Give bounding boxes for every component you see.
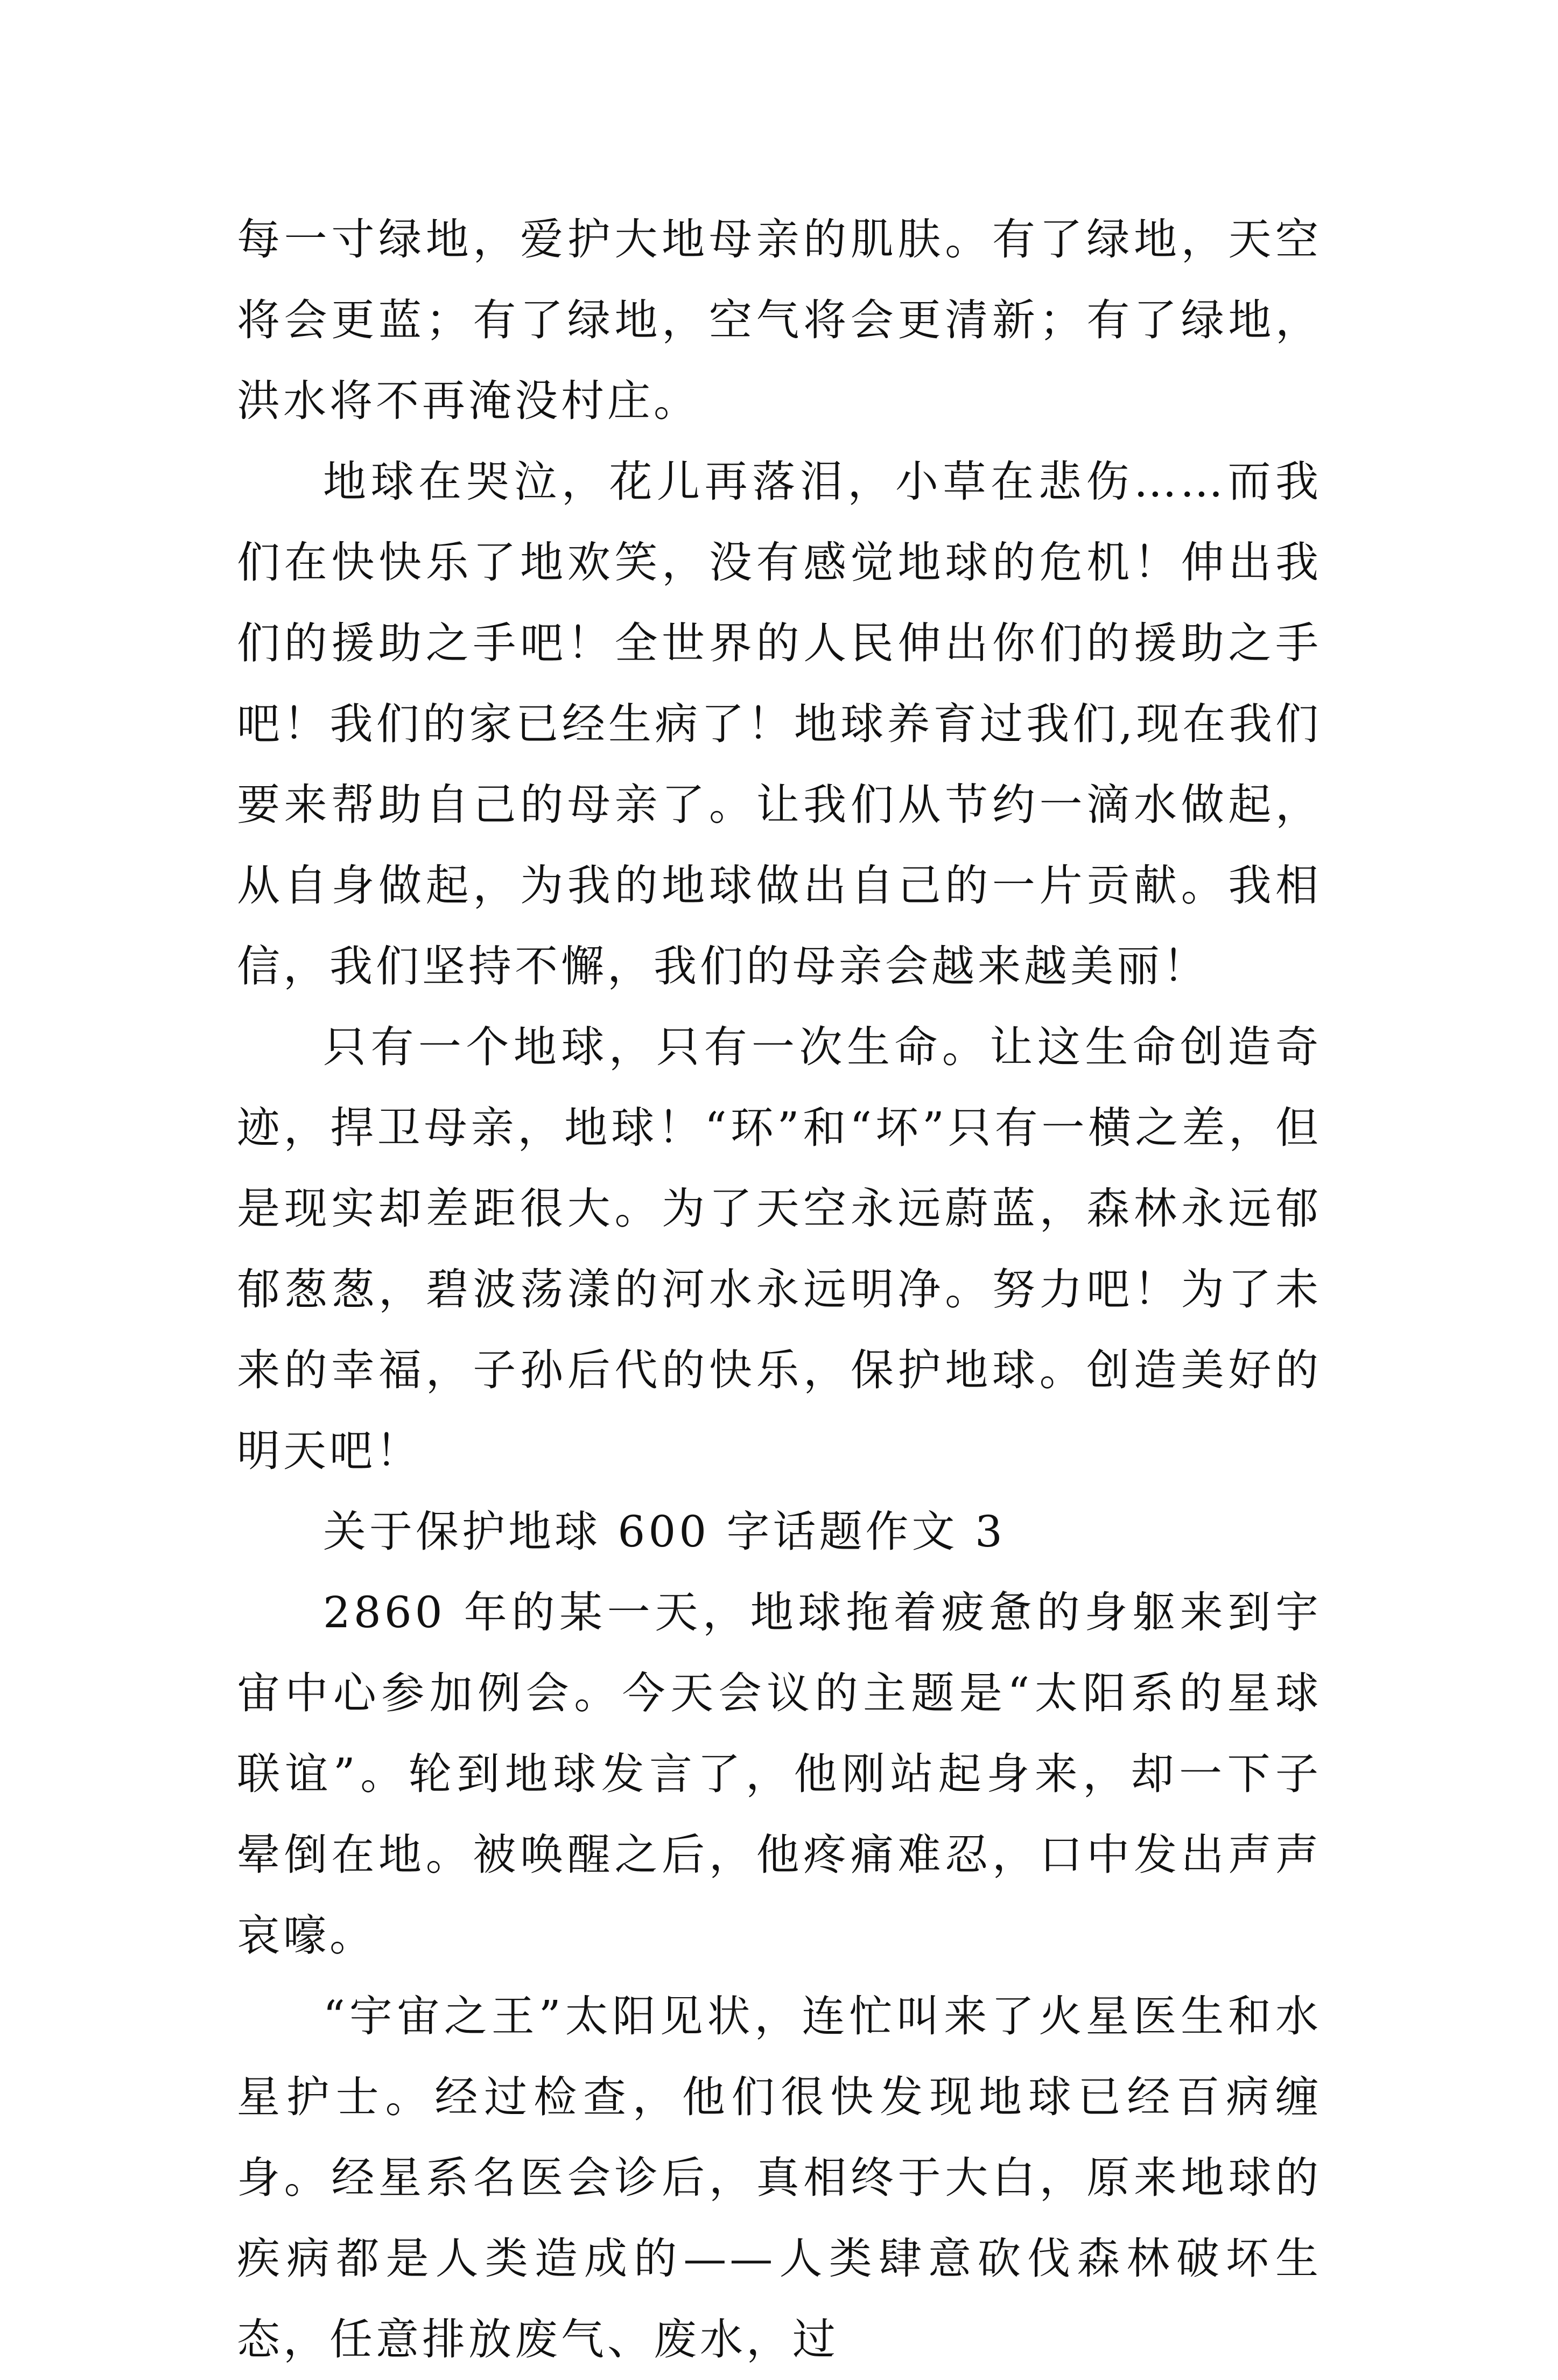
paragraph-earth-crying: 地球在哭泣，花儿再落泪，小草在悲伤……而我们在快快乐了地欢笑，没有感觉地球的危机！伸出我们的援助之手吧！全世界的人民伸出你们的援助之手吧！我们的家已经生病了！地球养育过我们,现在我们要来帮助自己的母亲了。让我们从节约一滴水做起，从自身做起，为我的地球做出自己的一片贡献。我相信，我们坚持不懈，我们的母亲会越来越美丽！ — [237, 457, 1322, 991]
paragraph-year-2860: 2860 年的某一天，地球拖着疲惫的身躯来到宇宙中心参加例会。今天会议的主题是“太阳系的星球联谊”。轮到地球发言了，他刚站起身来，却一下子晕倒在地。被唤醒之后，他疼痛难忍，口中发出声声哀嚎。 — [237, 1587, 1322, 1961]
paragraph-only-one-earth: 只有一个地球，只有一次生命。让这生命创造奇迹，捍卫母亲，地球！“环”和“坏”只有一横之差，但是现实却差距很大。为了天空永远蔚蓝，森林永远郁郁葱葱，碧波荡漾的河水永远明净。努力吧！为了未来的幸福，子孙后代的快乐，保护地球。创造美好的明天吧！ — [237, 1022, 1322, 1476]
essay-title: 关于保护地球 600 字话题作文 3 — [323, 1507, 1006, 1557]
document-body — [237, 199, 1322, 2380]
paragraph-continuation: 每一寸绿地，爱护大地母亲的肌肤。有了绿地，天空将会更蓝；有了绿地，空气将会更清新；有了绿地，洪水将不再淹没村庄。 — [237, 214, 1322, 426]
paragraph-sun-king: “宇宙之王”太阳见状，连忙叫来了火星医生和水星护士。经过检查，他们很快发现地球已经百病缠身。经星系名医会诊后，真相终于大白，原来地球的疾病都是人类造成的——人类肆意砍伐森林破坏生态，任意排放废气、废水，过 — [237, 1991, 1322, 2364]
